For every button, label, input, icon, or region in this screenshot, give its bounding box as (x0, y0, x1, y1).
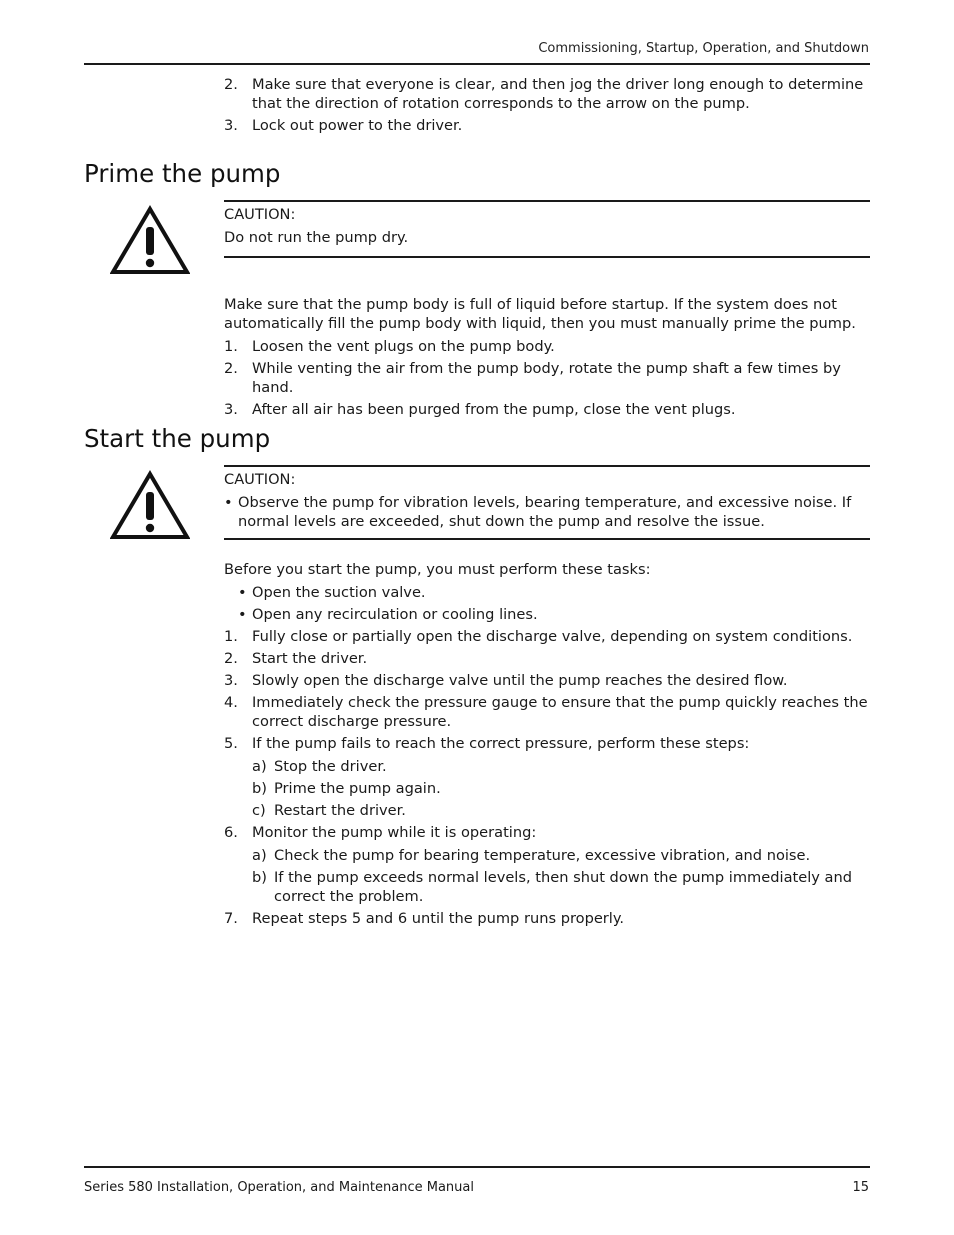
step-text: Immediately check the pressure gauge to ensure that the pump quickly reaches the correct discharge pressure. (252, 694, 868, 730)
list-item (224, 671, 870, 690)
sub-step-letter: a) (252, 847, 267, 864)
list-item (224, 359, 870, 397)
step-number: 2. (224, 360, 238, 377)
step-text: While venting the air from the pump body, rotate the pump shaft a few times by hand. (252, 360, 841, 396)
start-content (224, 560, 870, 931)
step-text: Fully close or partially open the discharge valve, depending on system conditions. (252, 628, 853, 645)
caution-label: CAUTION: (224, 471, 296, 488)
sub-step-text: Stop the driver. (274, 758, 387, 775)
header-rule (84, 63, 870, 65)
task-text: Open any recirculation or cooling lines. (252, 606, 538, 623)
step-number: 3. (224, 117, 238, 134)
list-item (224, 75, 870, 113)
sub-step-letter: c) (252, 802, 266, 819)
prime-content (224, 295, 870, 422)
step-text: Loosen the vent plugs on the pump body. (252, 338, 555, 355)
step-number: 1. (224, 628, 238, 645)
step-number: 4. (224, 694, 238, 711)
step-text: If the pump fails to reach the correct pressure, perform these steps: (252, 735, 750, 752)
step-number: 7. (224, 910, 238, 927)
page-number: 15 (852, 1180, 869, 1195)
continued-steps-list (224, 75, 870, 138)
task-item (224, 583, 870, 602)
step-text: Repeat steps 5 and 6 until the pump runs properly. (252, 910, 625, 927)
warning-triangle-icon (110, 205, 190, 275)
footer-rule (84, 1166, 870, 1168)
list-item (224, 909, 870, 928)
sub-step-item (224, 801, 870, 820)
caution-box-prime (224, 200, 870, 258)
sub-step-letter: a) (252, 758, 267, 775)
sub-step-text: Restart the driver. (274, 802, 406, 819)
list-item (224, 627, 870, 646)
footer-manual-title: Series 580 Installation, Operation, and Maintenance Manual (84, 1180, 474, 1195)
bullet-marker: • (238, 584, 247, 601)
list-item (224, 734, 870, 753)
step-number: 3. (224, 401, 238, 418)
list-item (224, 400, 870, 419)
sub-step-item (224, 779, 870, 798)
caution-bottom-rule (224, 538, 870, 540)
step-number: 6. (224, 824, 238, 841)
section-heading-start: Start the pump (84, 424, 271, 453)
step-text: Make sure that everyone is clear, and then jog the driver long enough to determine that the direction of rotation corresponds to the arrow on the pump. (252, 76, 864, 112)
sub-step-letter: b) (252, 780, 267, 797)
task-text: Open the suction valve. (252, 584, 426, 601)
step-number: 5. (224, 735, 238, 752)
bullet-marker: • (224, 494, 233, 511)
step-text: After all air has been purged from the pump, close the vent plugs. (252, 401, 736, 418)
caution-bullet-text: Observe the pump for vibration levels, bearing temperature, and excessive noise. If normal levels are exceeded, shut down the pump and resolve the issue. (238, 494, 852, 530)
list-item (224, 116, 870, 135)
step-number: 3. (224, 672, 238, 689)
caution-label: CAUTION: (224, 206, 296, 223)
list-item (224, 337, 870, 356)
step-text: Slowly open the discharge valve until the pump reaches the desired flow. (252, 672, 788, 689)
step-number: 2. (224, 76, 238, 93)
running-header: Commissioning, Startup, Operation, and Shutdown (538, 41, 869, 56)
sub-step-text: Check the pump for bearing temperature, excessive vibration, and noise. (274, 847, 811, 864)
list-item (224, 823, 870, 842)
step-text: Start the driver. (252, 650, 368, 667)
caution-box-start (224, 465, 870, 540)
caution-bottom-rule (224, 256, 870, 258)
caution-text: Do not run the pump dry. (224, 229, 409, 246)
caution-text (224, 493, 870, 531)
caution-top-rule (224, 465, 870, 467)
sub-step-item (224, 757, 870, 776)
sub-step-item (224, 868, 870, 906)
sub-step-item (224, 846, 870, 865)
list-item (224, 693, 870, 731)
step-text: Monitor the pump while it is operating: (252, 824, 537, 841)
bullet-marker: • (238, 606, 247, 623)
start-intro: Before you start the pump, you must perform these tasks: (224, 561, 651, 578)
sub-step-text: If the pump exceeds normal levels, then shut down the pump immediately and correct the problem. (274, 869, 852, 905)
section-heading-prime: Prime the pump (84, 159, 281, 188)
list-item (224, 649, 870, 668)
caution-top-rule (224, 200, 870, 202)
sub-step-text: Prime the pump again. (274, 780, 441, 797)
prime-intro: Make sure that the pump body is full of liquid before startup. If the system does not automatically fill the pump body with liquid, then you must manually prime the pump. (224, 296, 856, 332)
sub-step-letter: b) (252, 869, 267, 886)
step-number: 2. (224, 650, 238, 667)
step-number: 1. (224, 338, 238, 355)
step-text: Lock out power to the driver. (252, 117, 463, 134)
warning-triangle-icon (110, 470, 190, 540)
task-item (224, 605, 870, 624)
